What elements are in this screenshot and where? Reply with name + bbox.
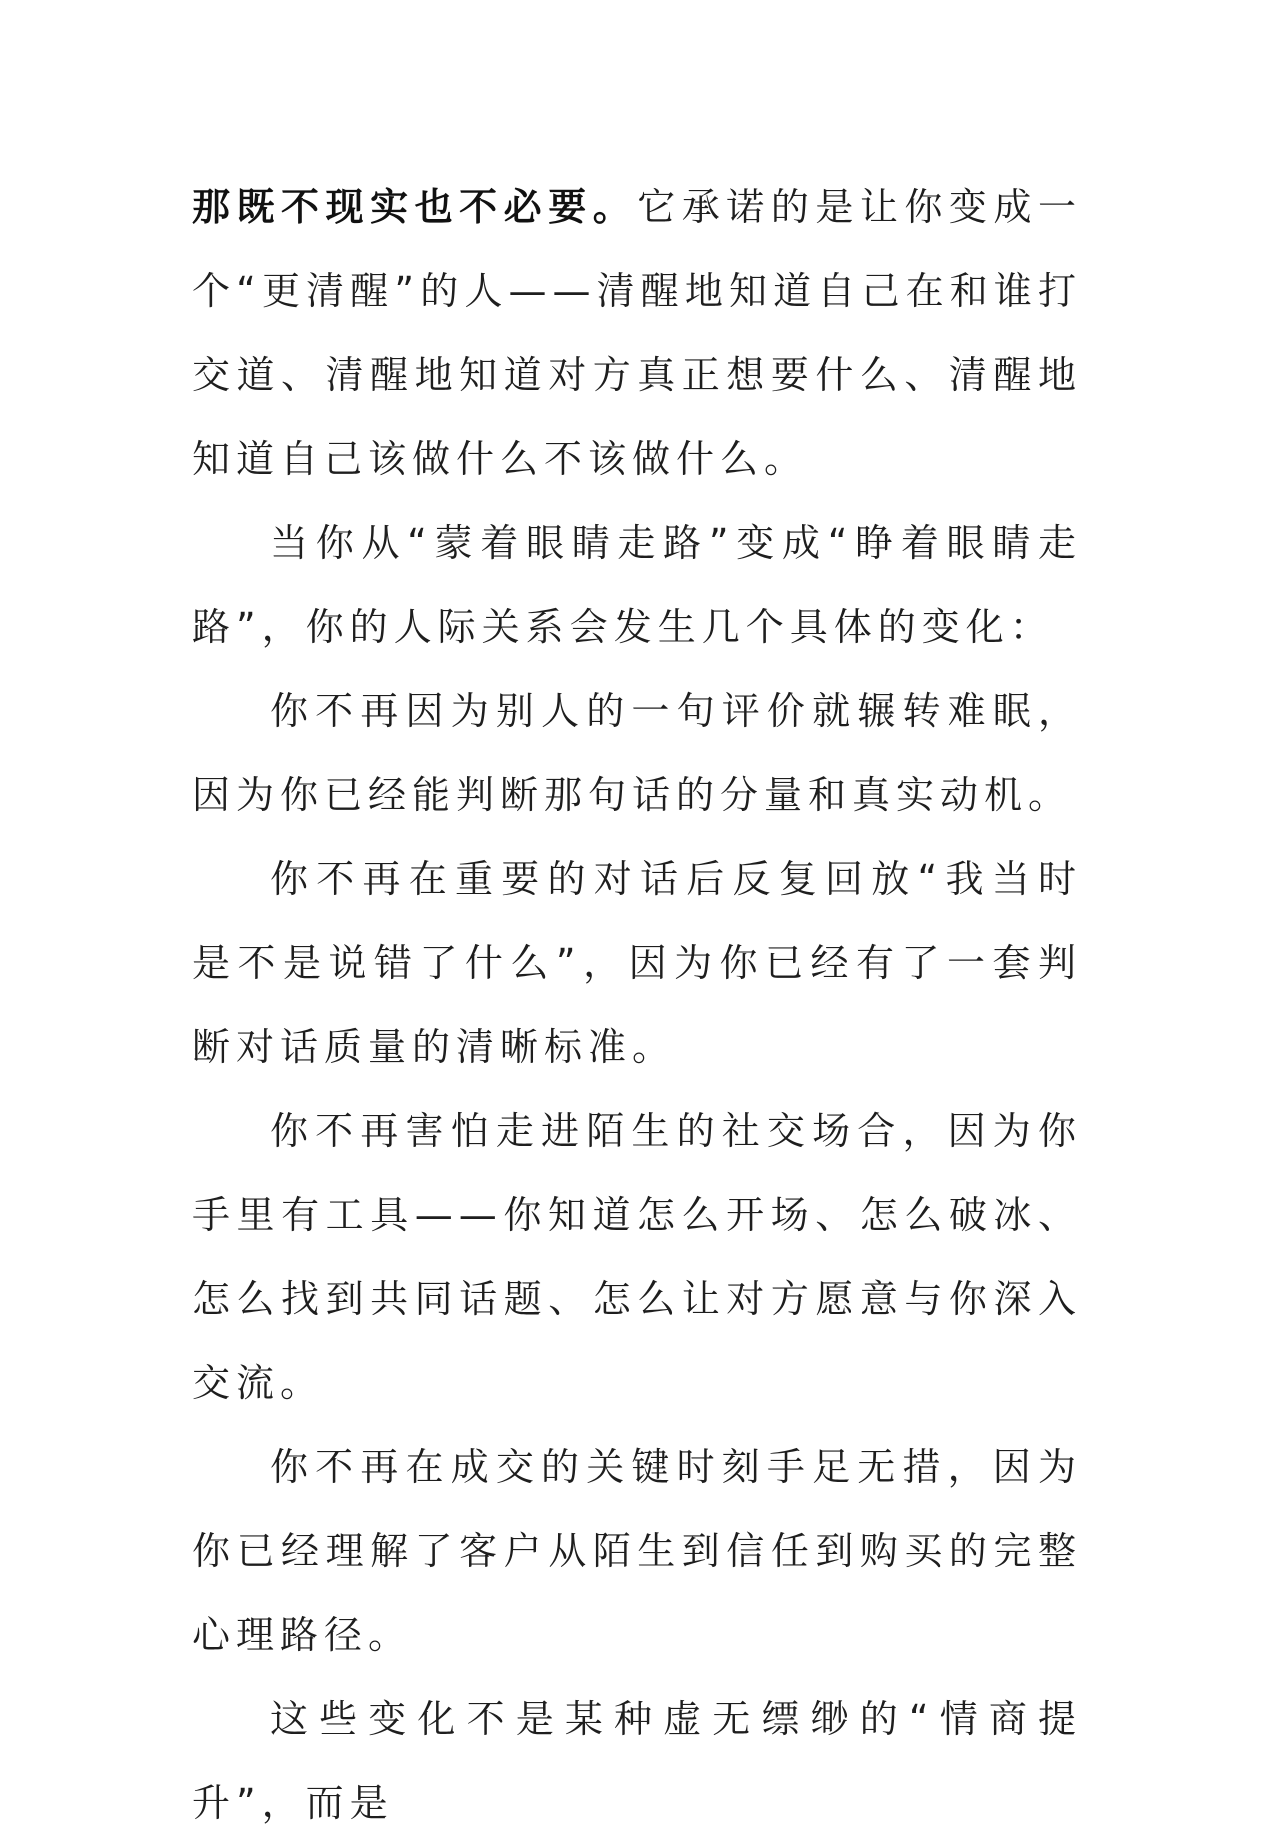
paragraph-5: 你不再害怕走进陌生的社交场合，因为你手里有工具——你知道怎么开场、怎么破冰、怎么找到共同话题、怎么让对方愿意与你深入交流。 (192, 1109, 1082, 1405)
paragraph-1-text: 它承诺的是让你变成一个“更清醒”的人——清醒地知道自己在和谁打交道、清醒地知道对方真正想要什么、清醒地知道自己该做什么不该做什么。 (192, 185, 1082, 481)
bold-lead-sentence: 那既不现实也不必要。 (192, 185, 638, 229)
paragraph-7: 这些变化不是某种虚无缥缈的“情商提升”，而是 (192, 1697, 1082, 1825)
paragraph-4: 你不再在重要的对话后反复回放“我当时是不是说错了什么”，因为你已经有了一套判断对话质量的清晰标准。 (192, 857, 1082, 1069)
body-text (192, 165, 1082, 1845)
paragraph-2: 当你从“蒙着眼睛走路”变成“睁着眼睛走路”，你的人际关系会发生几个具体的变化： (192, 521, 1082, 649)
paragraph-3: 你不再因为别人的一句评价就辗转难眠，因为你已经能判断那句话的分量和真实动机。 (192, 689, 1082, 817)
paragraph-1 (192, 165, 1082, 501)
paragraph-6: 你不再在成交的关键时刻手足无措，因为你已经理解了客户从陌生到信任到购买的完整心理路径。 (192, 1445, 1082, 1657)
